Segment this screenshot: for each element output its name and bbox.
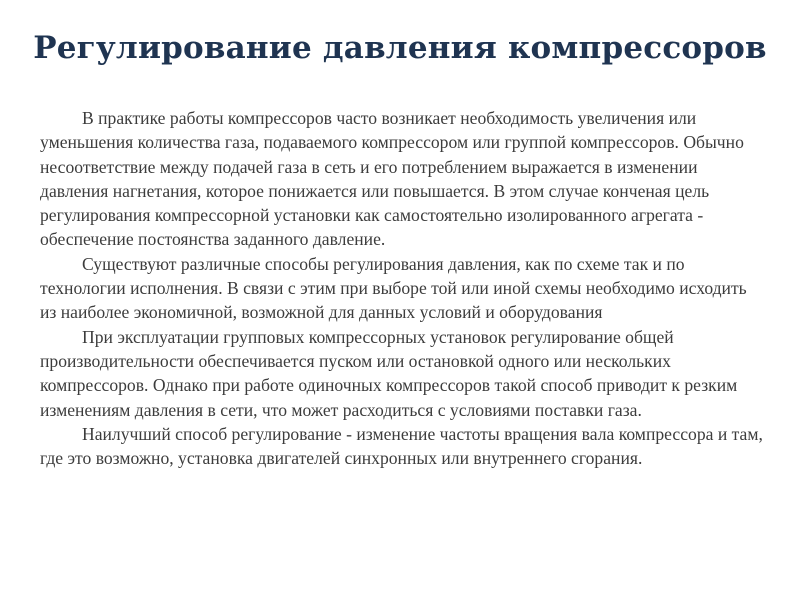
paragraph-4: Наилучший способ регулирование - изменение частоты вращения вала компрессора и там, где это возможно, установка двигателей синхронных или внутреннего сгорания. [40, 423, 763, 469]
paragraph-2: Существуют различные способы регулирования давления, как по схеме так и по технологии исполнения. В связи с этим при выборе той или иной схемы необходимо исходить из наиболее экономичной, возможной для данных условий и оборудования [40, 253, 747, 323]
slide-title: Регулирование давления компрессоров [33, 30, 767, 66]
paragraph-1: В практике работы компрессоров часто возникает необходимость увеличения или уменьшения количества газа, подаваемого компрессором или группой компрессоров. Обычно несоответствие между подачей газа в сеть и его потреблением выражается в изменении давления нагнетания, которое понижается или повышается. В этом случае конченая цель регулирования компрессорной установки как самостоятельно изолированного агрегата - обеспечение постоянства заданного давление. [40, 108, 744, 250]
slide-body-text [40, 106, 766, 470]
paragraph-3: При эксплуатации групповых компрессорных установок регулирование общей производительности обеспечивается пуском или остановкой одного или нескольких компрессоров. Однако при работе одиночных компрессоров такой способ приводит к резким изменениям давления в сети, что может расходиться с условиями поставки газа. [40, 326, 738, 420]
